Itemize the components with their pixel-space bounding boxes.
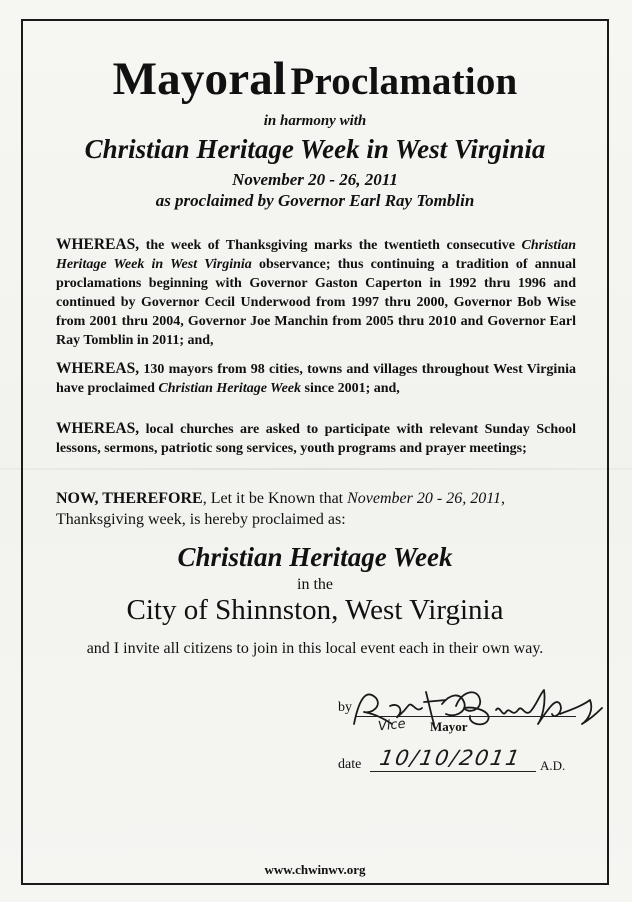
signature-line	[356, 716, 576, 717]
whereas-italic: Christian Heritage Week	[158, 381, 302, 396]
whereas-text: since 2001; and,	[301, 381, 400, 396]
whereas-text: local churches are asked to participate with relevant Sunday School lessons, sermons, patriotic song services, youth programs and prayer meetings;	[56, 422, 576, 456]
title-word-proclamation: Proclamation	[290, 60, 518, 103]
proclaimed-by-line: as proclaimed by Governor Earl Ray Tomblin	[155, 191, 475, 210]
date-label: date	[338, 757, 362, 772]
whereas-keyword: WHEREAS,	[56, 236, 140, 253]
whereas-keyword: WHEREAS,	[56, 360, 140, 377]
whereas-paragraph-3	[56, 419, 576, 458]
city-heading: City of Shinnston, West Virginia	[126, 594, 504, 626]
now-therefore-keyword: NOW, THEREFORE	[56, 490, 203, 507]
event-dates: November 20 - 26, 2011	[232, 170, 398, 189]
ad-label: A.D.	[540, 758, 566, 773]
now-text: , Let it be Known that	[202, 490, 348, 507]
whereas-text: the week of Thanksgiving marks the twentieth consecutive	[139, 238, 522, 253]
whereas-text: observance; thus continuing a tradition of annual proclamations beginning with Governor Gaston Caperton in 1992 thru 1996 and continued by Governor Cecil Underwood from 1997 thru 2000, Governor Bob Wise from 2001 thru 2004, Governor Joe Manchin from 2005 thru 2010 and Governor Earl Ray Tomblin in 2011; and,	[56, 257, 576, 348]
handwritten-date: 10/10/2011	[377, 746, 524, 770]
whereas-paragraph-1	[56, 235, 576, 350]
whereas-keyword: WHEREAS,	[56, 420, 140, 437]
in-the-line: in the	[297, 576, 333, 593]
website-link[interactable]: www.chwinwv.org	[264, 862, 366, 877]
now-therefore-paragraph	[56, 488, 576, 530]
by-label: by	[338, 700, 352, 715]
whereas-text: 130 mayors from 98 cities, towns and villages throughout West Virginia have proclaimed	[56, 362, 576, 396]
page-title	[21, 53, 609, 105]
heritage-week-heading: Christian Heritage Week	[177, 542, 453, 572]
whereas-italic: Christian Heritage Week in West Virginia	[56, 238, 576, 272]
now-italic-dates: November 20 - 26, 2011	[347, 490, 502, 507]
now-text: , Thanksgiving week, is hereby proclaimed as:	[56, 490, 506, 528]
invite-line: and I invite all citizens to join in this local event each in their own way.	[86, 640, 544, 657]
whereas-paragraph-2	[56, 359, 576, 398]
title-word-mayoral: Mayoral	[112, 53, 287, 105]
event-title: Christian Heritage Week in West Virginia	[84, 134, 546, 164]
date-line	[370, 771, 536, 772]
vice-handwritten: Vice	[377, 716, 407, 735]
harmony-line: in harmony with	[263, 113, 367, 129]
mayor-label: Mayor	[430, 719, 468, 734]
